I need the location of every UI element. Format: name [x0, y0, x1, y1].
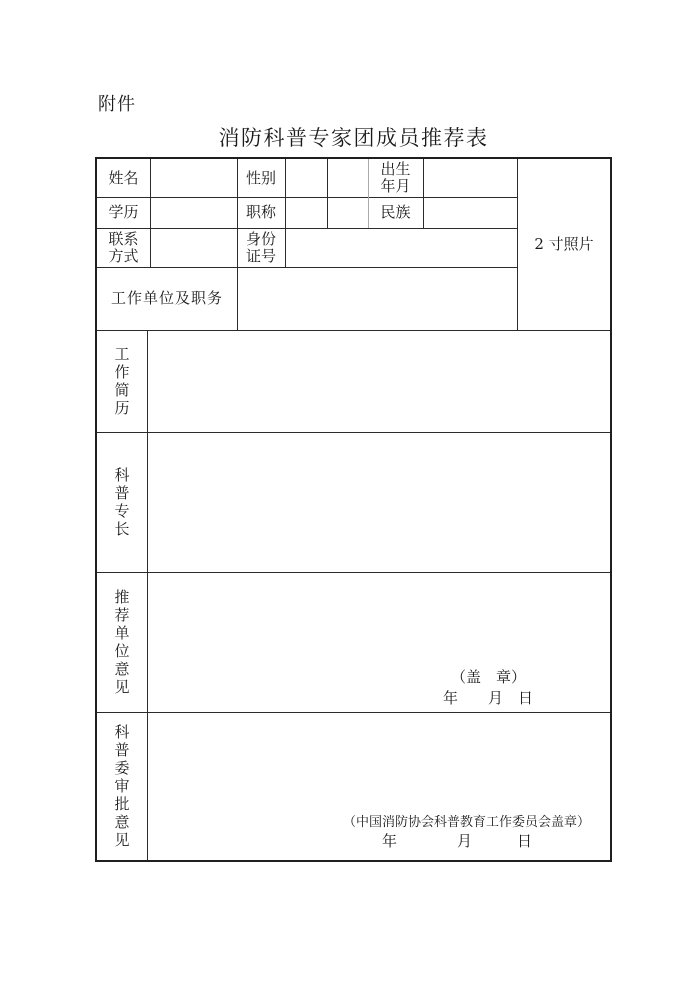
- birth-value-cell: [424, 159, 517, 197]
- photo-placeholder-label: 2 寸照片: [534, 235, 594, 253]
- recommend-label-text: 推荐单位意见: [114, 588, 130, 696]
- id-label-text: 身份证号: [245, 229, 276, 265]
- ethnicity-value-cell: [424, 197, 517, 228]
- resume-label-text: 工作简历: [114, 345, 130, 417]
- attachment-label: 附件: [98, 94, 136, 115]
- specialty-content-cell: [148, 432, 610, 572]
- ethnicity-label: 民族: [380, 203, 411, 221]
- contact-value-cell: [151, 228, 237, 267]
- gender-label: 性别: [245, 168, 276, 187]
- recommend-content-cell: [148, 572, 610, 712]
- approval-label-text: 科普委审批意见: [114, 723, 130, 849]
- page-title: 消防科普专家团成员推荐表: [218, 126, 489, 150]
- recommend-label: [97, 572, 147, 712]
- contact-label: [97, 228, 150, 267]
- jobtitle-value-cell: [286, 197, 327, 228]
- resume-content-cell: [148, 330, 610, 432]
- birth-label-text: 出生年月: [380, 160, 411, 195]
- specialty-label: [97, 432, 147, 572]
- gender-value-cell: [286, 159, 327, 197]
- name-value-cell: [151, 159, 237, 197]
- birth-label: [368, 159, 423, 197]
- workunit-value-cell: [238, 267, 517, 330]
- grid-line: [327, 159, 328, 228]
- recommend-stamp-hint: （盖 章）: [451, 668, 527, 686]
- approval-label: [97, 712, 147, 860]
- education-label: 学历: [108, 203, 139, 221]
- resume-label: [97, 330, 147, 432]
- id-label: [237, 228, 285, 267]
- recommend-date-line: 年 月 日: [443, 689, 534, 707]
- jobtitle-label: 职称: [245, 203, 276, 221]
- id-value-cell: [286, 228, 517, 267]
- approval-stamp-hint: （中国消防协会科普教育工作委员会盖章）: [343, 815, 591, 830]
- contact-label-text: 联系方式: [108, 229, 139, 265]
- workunit-label: 工作单位及职务: [110, 289, 223, 307]
- specialty-label-text: 科普专长: [114, 466, 130, 538]
- photo-cell: [518, 159, 610, 330]
- approval-date-line: 年 月 日: [382, 832, 533, 850]
- approval-content-cell: [148, 712, 610, 860]
- education-value-cell: [151, 197, 237, 228]
- name-label: 姓名: [108, 168, 139, 187]
